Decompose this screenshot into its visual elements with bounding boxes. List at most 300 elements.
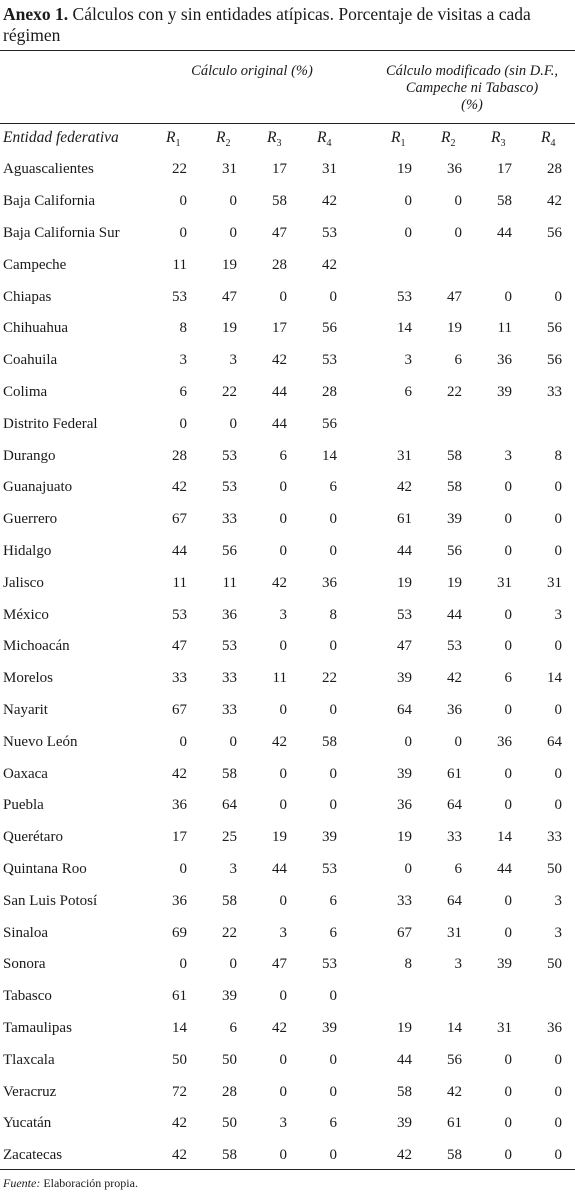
modified-r3-cell: 0 xyxy=(504,606,512,623)
modified-r4-cell: 0 xyxy=(554,1051,562,1068)
modified-r4-cell: 50 xyxy=(547,860,562,877)
original-r1-cell: 22 xyxy=(172,161,187,178)
modified-r4-cell: 56 xyxy=(547,224,562,241)
original-r2-cell: 39 xyxy=(222,988,237,1005)
original-r4-cell: 0 xyxy=(329,1083,337,1100)
entity-name-cell: Jalisco xyxy=(3,574,44,591)
modified-r3-cell: 0 xyxy=(504,638,512,655)
original-r2-cell: 22 xyxy=(222,924,237,941)
modified-r3-cell: 0 xyxy=(504,797,512,814)
table-row xyxy=(0,567,575,599)
modified-r4-cell: 0 xyxy=(554,1083,562,1100)
table-row xyxy=(0,1076,575,1108)
modified-r2-cell: 19 xyxy=(447,574,462,591)
modified-r2-cell: 44 xyxy=(447,606,462,623)
modified-r3-cell: 36 xyxy=(497,733,512,750)
column-header-entity: Entidad federativa xyxy=(3,129,119,146)
original-r3-cell: 58 xyxy=(272,193,287,210)
row-end-spacer xyxy=(562,885,575,917)
table-row xyxy=(0,821,575,853)
entity-name-cell: Baja California Sur xyxy=(3,224,120,241)
original-r3-cell: 47 xyxy=(272,224,287,241)
original-r1-cell: 11 xyxy=(172,574,187,591)
modified-r2-cell: 6 xyxy=(454,352,462,369)
table-row xyxy=(0,1139,575,1171)
row-end-spacer xyxy=(562,344,575,376)
original-r4-cell: 0 xyxy=(329,288,337,305)
original-r3-cell: 0 xyxy=(279,542,287,559)
original-r4-cell: 0 xyxy=(329,542,337,559)
modified-r1-cell xyxy=(337,980,412,1012)
modified-r1-cell: 64 xyxy=(397,701,412,718)
entity-name-cell: Nuevo León xyxy=(3,733,78,750)
original-r3-cell: 0 xyxy=(279,511,287,528)
table-row xyxy=(0,217,575,249)
original-r4-cell: 56 xyxy=(322,415,337,432)
header-rule xyxy=(0,123,575,124)
top-rule xyxy=(0,50,575,51)
row-end-spacer xyxy=(562,567,575,599)
original-r2-cell: 0 xyxy=(229,415,237,432)
entity-name-cell: Colima xyxy=(3,383,48,400)
entity-name-cell: Puebla xyxy=(3,797,44,814)
modified-r3-cell: 0 xyxy=(504,1051,512,1068)
table-row xyxy=(0,154,575,186)
original-r4-cell: 31 xyxy=(322,161,337,178)
modified-r3-cell: 0 xyxy=(504,1147,512,1164)
original-r2-cell: 3 xyxy=(229,352,237,369)
modified-r2-cell: 36 xyxy=(447,701,462,718)
original-r1-cell: 67 xyxy=(172,701,187,718)
modified-r2-cell: 58 xyxy=(447,1147,462,1164)
modified-r3-cell: 36 xyxy=(497,352,512,369)
original-r1-cell: 61 xyxy=(172,988,187,1005)
entity-name-cell: Tlaxcala xyxy=(3,1051,55,1068)
modified-r4-cell: 28 xyxy=(547,161,562,178)
original-r4-cell: 39 xyxy=(322,829,337,846)
row-end-spacer xyxy=(562,217,575,249)
original-r3-cell: 44 xyxy=(272,383,287,400)
modified-r4-cell: 3 xyxy=(554,892,562,909)
title-label: Anexo 1. xyxy=(3,4,69,24)
original-r1-cell: 0 xyxy=(179,733,187,750)
row-end-spacer xyxy=(562,154,575,186)
column-header-r3-modified: $R_3$ xyxy=(491,129,506,150)
original-r3-cell: 42 xyxy=(272,574,287,591)
table-row xyxy=(0,185,575,217)
row-end-spacer xyxy=(562,948,575,980)
modified-r4-cell: 36 xyxy=(547,1019,562,1036)
group-header-modified-line3: (%) xyxy=(461,97,483,113)
entity-name-cell: México xyxy=(3,606,49,623)
row-end-spacer xyxy=(562,376,575,408)
original-r4-cell: 58 xyxy=(322,733,337,750)
modified-r4-cell: 33 xyxy=(547,829,562,846)
original-r4-cell: 56 xyxy=(322,320,337,337)
original-r4-cell: 0 xyxy=(329,511,337,528)
modified-r4-cell: 0 xyxy=(554,288,562,305)
original-r4-cell: 42 xyxy=(322,256,337,273)
entity-name-cell: Morelos xyxy=(3,670,53,687)
table-row xyxy=(0,1044,575,1076)
table-row xyxy=(0,789,575,821)
original-r3-cell: 17 xyxy=(272,320,287,337)
modified-r2-cell: 14 xyxy=(447,1019,462,1036)
modified-r3-cell: 44 xyxy=(497,860,512,877)
modified-r4-cell: 14 xyxy=(547,670,562,687)
original-r1-cell: 42 xyxy=(172,1115,187,1132)
modified-r4-cell: 0 xyxy=(554,479,562,496)
modified-r1-cell: 14 xyxy=(397,320,412,337)
modified-r2-cell: 42 xyxy=(447,670,462,687)
modified-r2-cell: 61 xyxy=(447,1115,462,1132)
original-r2-cell: 36 xyxy=(222,606,237,623)
data-table xyxy=(0,154,575,1172)
original-r3-cell: 28 xyxy=(272,256,287,273)
row-end-spacer xyxy=(562,980,575,1012)
table-row xyxy=(0,535,575,567)
table-row xyxy=(0,853,575,885)
modified-r3-cell: 0 xyxy=(504,924,512,941)
entity-name-cell: Tabasco xyxy=(3,988,52,1005)
original-r4-cell: 14 xyxy=(322,447,337,464)
modified-r1-cell: 44 xyxy=(397,542,412,559)
modified-r1-cell: 0 xyxy=(404,733,412,750)
modified-r3-cell xyxy=(462,980,512,1012)
modified-r1-cell: 0 xyxy=(404,224,412,241)
group-header-modified-line2: Campeche ni Tabasco) xyxy=(405,80,539,96)
modified-r1-cell: 61 xyxy=(397,511,412,528)
row-end-spacer xyxy=(562,535,575,567)
modified-r2-cell xyxy=(412,980,462,1012)
modified-r4-cell: 0 xyxy=(554,542,562,559)
original-r1-cell: 50 xyxy=(172,1051,187,1068)
row-end-spacer xyxy=(562,789,575,821)
modified-r1-cell xyxy=(337,249,412,281)
original-r4-cell: 53 xyxy=(322,956,337,973)
row-end-spacer xyxy=(562,1044,575,1076)
modified-r3-cell: 14 xyxy=(497,829,512,846)
row-end-spacer xyxy=(562,1139,575,1171)
original-r3-cell: 3 xyxy=(279,606,287,623)
original-r4-cell: 0 xyxy=(329,797,337,814)
modified-r3-cell: 0 xyxy=(504,288,512,305)
modified-r2-cell: 64 xyxy=(447,892,462,909)
original-r4-cell: 0 xyxy=(329,701,337,718)
title-text: Cálculos con y sin entidades atípicas. Porcentaje de visitas a cada régimen xyxy=(3,4,531,45)
original-r1-cell: 17 xyxy=(172,829,187,846)
table-row xyxy=(0,599,575,631)
row-end-spacer xyxy=(562,694,575,726)
table-row xyxy=(0,917,575,949)
modified-r1-cell: 42 xyxy=(397,1147,412,1164)
original-r1-cell: 28 xyxy=(172,447,187,464)
original-r2-cell: 19 xyxy=(222,320,237,337)
original-r2-cell: 33 xyxy=(222,701,237,718)
entity-name-cell: Querétaro xyxy=(3,829,63,846)
original-r2-cell: 50 xyxy=(222,1115,237,1132)
table-row xyxy=(0,440,575,472)
modified-r1-cell: 31 xyxy=(397,447,412,464)
table-row xyxy=(0,1107,575,1139)
original-r4-cell: 6 xyxy=(329,892,337,909)
original-r3-cell: 44 xyxy=(272,415,287,432)
original-r1-cell: 72 xyxy=(172,1083,187,1100)
entity-name-cell: Michoacán xyxy=(3,638,70,655)
column-header-r2-original: $R_2$ xyxy=(216,129,231,150)
entity-name-cell: Coahuila xyxy=(3,352,58,369)
modified-r1-cell: 39 xyxy=(397,670,412,687)
original-r1-cell: 69 xyxy=(172,924,187,941)
original-r3-cell: 42 xyxy=(272,1019,287,1036)
original-r1-cell: 67 xyxy=(172,511,187,528)
modified-r3-cell xyxy=(462,408,512,440)
original-r3-cell: 0 xyxy=(279,1051,287,1068)
original-r3-cell: 19 xyxy=(272,829,287,846)
modified-r1-cell: 6 xyxy=(404,383,412,400)
modified-r1-cell: 39 xyxy=(397,1115,412,1132)
original-r1-cell: 44 xyxy=(172,542,187,559)
modified-r2-cell: 39 xyxy=(447,511,462,528)
modified-r4-cell: 8 xyxy=(554,447,562,464)
modified-r2-cell: 0 xyxy=(454,733,462,750)
footnote-label: Fuente: xyxy=(3,1176,41,1190)
table-row xyxy=(0,1012,575,1044)
original-r3-cell: 11 xyxy=(272,670,287,687)
row-end-spacer xyxy=(562,281,575,313)
modified-r4-cell: 33 xyxy=(547,383,562,400)
table-row xyxy=(0,948,575,980)
original-r2-cell: 56 xyxy=(222,542,237,559)
table-row xyxy=(0,281,575,313)
original-r2-cell: 58 xyxy=(222,1147,237,1164)
modified-r3-cell: 44 xyxy=(497,224,512,241)
modified-r2-cell: 42 xyxy=(447,1083,462,1100)
original-r1-cell: 42 xyxy=(172,765,187,782)
original-r4-cell: 42 xyxy=(322,193,337,210)
original-r1-cell: 3 xyxy=(179,352,187,369)
group-header-modified xyxy=(368,63,575,114)
modified-r1-cell: 3 xyxy=(404,352,412,369)
column-header-r3-original: $R_3$ xyxy=(267,129,282,150)
modified-r1-cell: 39 xyxy=(397,765,412,782)
entity-name-cell: Baja California xyxy=(3,193,96,210)
modified-r2-cell: 0 xyxy=(454,193,462,210)
original-r4-cell: 6 xyxy=(329,1115,337,1132)
entity-name-cell: Aguascalientes xyxy=(3,161,94,178)
modified-r2-cell: 6 xyxy=(454,860,462,877)
original-r2-cell: 53 xyxy=(222,479,237,496)
modified-r1-cell: 19 xyxy=(397,574,412,591)
entity-name-cell: Durango xyxy=(3,447,56,464)
modified-r1-cell: 8 xyxy=(404,956,412,973)
original-r2-cell: 0 xyxy=(229,193,237,210)
original-r3-cell: 47 xyxy=(272,956,287,973)
modified-r1-cell: 42 xyxy=(397,479,412,496)
row-end-spacer xyxy=(562,503,575,535)
original-r3-cell: 0 xyxy=(279,1147,287,1164)
modified-r1-cell: 19 xyxy=(397,1019,412,1036)
table-body xyxy=(0,154,575,1172)
modified-r4-cell: 3 xyxy=(554,924,562,941)
original-r2-cell: 31 xyxy=(222,161,237,178)
modified-r4-cell: 64 xyxy=(547,733,562,750)
column-header-r1-modified: $R_1$ xyxy=(391,129,406,150)
row-end-spacer xyxy=(562,1012,575,1044)
group-header-modified-line1: Cálculo modificado (sin D.F., xyxy=(385,63,559,79)
footnote-text: Elaboración propia. xyxy=(43,1176,138,1190)
original-r4-cell: 0 xyxy=(329,1051,337,1068)
original-r2-cell: 58 xyxy=(222,765,237,782)
modified-r1-cell: 33 xyxy=(397,892,412,909)
original-r1-cell: 53 xyxy=(172,288,187,305)
modified-r2-cell: 58 xyxy=(447,447,462,464)
original-r3-cell: 0 xyxy=(279,638,287,655)
original-r2-cell: 47 xyxy=(222,288,237,305)
entity-name-cell: Distrito Federal xyxy=(3,415,98,432)
bottom-rule xyxy=(0,1169,575,1170)
modified-r3-cell: 39 xyxy=(497,383,512,400)
table-row xyxy=(0,726,575,758)
entity-name-cell: Veracruz xyxy=(3,1083,57,1100)
original-r2-cell: 33 xyxy=(222,670,237,687)
modified-r4-cell: 0 xyxy=(554,797,562,814)
column-header-r2-modified: $R_2$ xyxy=(441,129,456,150)
table-row xyxy=(0,408,575,440)
original-r4-cell: 6 xyxy=(329,924,337,941)
original-r4-cell: 53 xyxy=(322,860,337,877)
original-r4-cell: 53 xyxy=(322,352,337,369)
modified-r1-cell: 67 xyxy=(397,924,412,941)
entity-name-cell: Oaxaca xyxy=(3,765,48,782)
original-r1-cell: 0 xyxy=(179,224,187,241)
modified-r4-cell: 31 xyxy=(547,574,562,591)
row-end-spacer xyxy=(562,599,575,631)
modified-r4-cell: 0 xyxy=(554,1115,562,1132)
modified-r2-cell: 47 xyxy=(447,288,462,305)
table-row xyxy=(0,694,575,726)
row-end-spacer xyxy=(562,726,575,758)
modified-r2-cell: 19 xyxy=(447,320,462,337)
table-row xyxy=(0,885,575,917)
original-r1-cell: 11 xyxy=(172,256,187,273)
modified-r1-cell: 0 xyxy=(404,193,412,210)
table-row xyxy=(0,503,575,535)
entity-name-cell: Hidalgo xyxy=(3,542,52,559)
original-r2-cell: 28 xyxy=(222,1083,237,1100)
modified-r2-cell: 31 xyxy=(447,924,462,941)
original-r2-cell: 53 xyxy=(222,447,237,464)
original-r2-cell: 25 xyxy=(222,829,237,846)
row-end-spacer xyxy=(562,440,575,472)
original-r4-cell: 6 xyxy=(329,479,337,496)
original-r3-cell: 0 xyxy=(279,479,287,496)
table-row xyxy=(0,980,575,1012)
table-row xyxy=(0,249,575,281)
modified-r4-cell: 0 xyxy=(554,638,562,655)
original-r3-cell: 0 xyxy=(279,765,287,782)
original-r3-cell: 42 xyxy=(272,352,287,369)
modified-r3-cell: 0 xyxy=(504,479,512,496)
original-r4-cell: 0 xyxy=(329,765,337,782)
modified-r3-cell: 17 xyxy=(497,161,512,178)
original-r4-cell: 0 xyxy=(329,1147,337,1164)
modified-r4-cell: 56 xyxy=(547,320,562,337)
original-r1-cell: 33 xyxy=(172,670,187,687)
original-r1-cell: 6 xyxy=(179,383,187,400)
modified-r2-cell: 56 xyxy=(447,542,462,559)
table-row xyxy=(0,471,575,503)
modified-r2-cell: 61 xyxy=(447,765,462,782)
modified-r4-cell: 3 xyxy=(554,606,562,623)
row-end-spacer xyxy=(562,185,575,217)
entity-name-cell: Tamaulipas xyxy=(3,1019,72,1036)
modified-r2-cell: 56 xyxy=(447,1051,462,1068)
modified-r4-cell: 0 xyxy=(554,511,562,528)
modified-r1-cell: 47 xyxy=(397,638,412,655)
modified-r4-cell xyxy=(512,249,562,281)
modified-r2-cell: 53 xyxy=(447,638,462,655)
original-r2-cell: 50 xyxy=(222,1051,237,1068)
original-r3-cell: 17 xyxy=(272,161,287,178)
original-r3-cell: 0 xyxy=(279,288,287,305)
original-r3-cell: 0 xyxy=(279,892,287,909)
original-r1-cell: 47 xyxy=(172,638,187,655)
modified-r3-cell: 0 xyxy=(504,892,512,909)
original-r1-cell: 0 xyxy=(179,860,187,877)
modified-r3-cell: 39 xyxy=(497,956,512,973)
modified-r1-cell: 53 xyxy=(397,288,412,305)
modified-r4-cell: 0 xyxy=(554,1147,562,1164)
original-r3-cell: 0 xyxy=(279,1083,287,1100)
row-end-spacer xyxy=(562,312,575,344)
modified-r3-cell: 58 xyxy=(497,193,512,210)
entity-name-cell: Guerrero xyxy=(3,511,58,528)
original-r4-cell: 0 xyxy=(329,988,337,1005)
original-r1-cell: 14 xyxy=(172,1019,187,1036)
column-header-r4-original: $R_4$ xyxy=(317,129,332,150)
original-r3-cell: 0 xyxy=(279,797,287,814)
row-end-spacer xyxy=(562,662,575,694)
table-title xyxy=(3,4,571,46)
entity-name-cell: Zacatecas xyxy=(3,1147,63,1164)
modified-r4-cell: 50 xyxy=(547,956,562,973)
row-end-spacer xyxy=(562,758,575,790)
modified-r4-cell: 56 xyxy=(547,352,562,369)
modified-r1-cell: 53 xyxy=(397,606,412,623)
modified-r2-cell: 0 xyxy=(454,224,462,241)
modified-r2-cell: 64 xyxy=(447,797,462,814)
row-end-spacer xyxy=(562,1107,575,1139)
modified-r3-cell: 0 xyxy=(504,701,512,718)
group-header-original: Cálculo original (%) xyxy=(191,63,313,79)
modified-r1-cell xyxy=(337,408,412,440)
modified-r4-cell: 0 xyxy=(554,701,562,718)
original-r2-cell: 11 xyxy=(222,574,237,591)
original-r2-cell: 6 xyxy=(229,1019,237,1036)
original-r3-cell: 0 xyxy=(279,701,287,718)
modified-r4-cell: 0 xyxy=(554,765,562,782)
entity-name-cell: Sonora xyxy=(3,956,46,973)
modified-r3-cell: 0 xyxy=(504,765,512,782)
row-end-spacer xyxy=(562,821,575,853)
original-r1-cell: 0 xyxy=(179,956,187,973)
entity-name-cell: Sinaloa xyxy=(3,924,48,941)
original-r1-cell: 36 xyxy=(172,797,187,814)
entity-name-cell: Chiapas xyxy=(3,288,52,305)
modified-r3-cell: 3 xyxy=(504,447,512,464)
column-header-r1-original: $R_1$ xyxy=(166,129,181,150)
